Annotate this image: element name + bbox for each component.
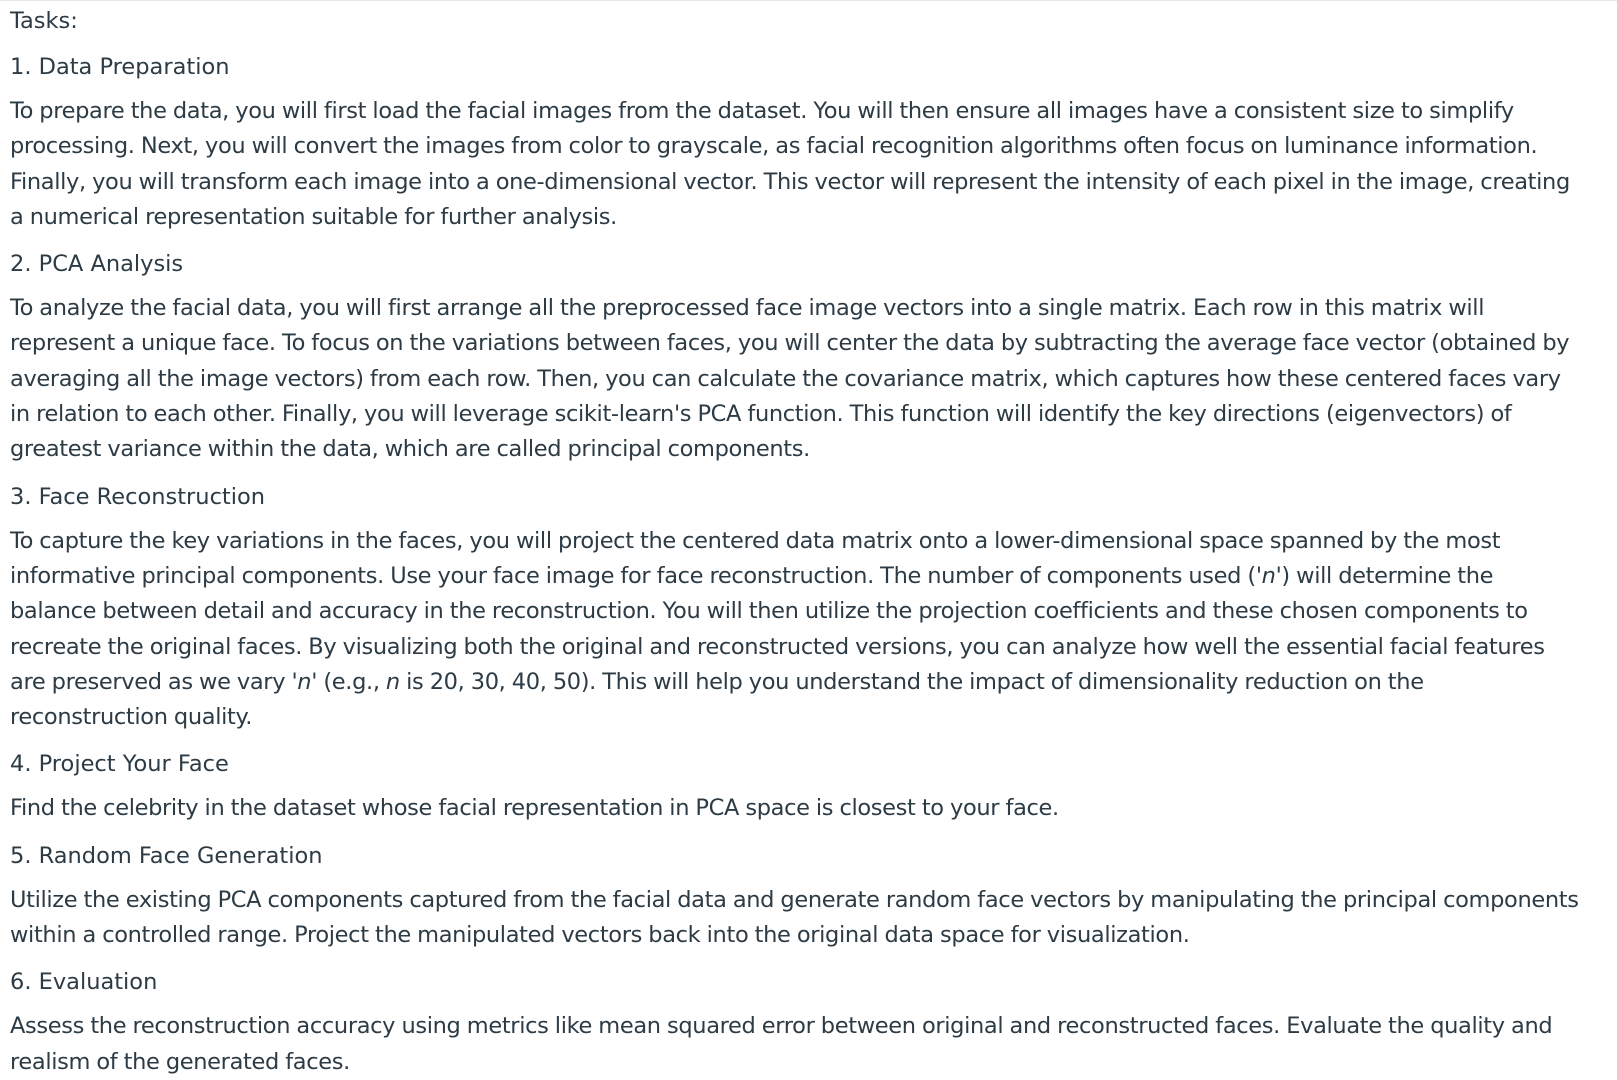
section-paragraph-pca-analysis: To analyze the facial data, you will first arrange all the preprocessed face image vectors into a single matrix. Each row in this matrix will represent a unique face. To focus on the variations between faces, you will center the data by subtracting the average face vector (obtained by averaging all the image vectors) from each row. Then, you can calculate the covariance matrix, which captures how these centered faces vary in relation to each other. Finally, you will leverage scikit-learn's PCA function. This function will identify the key directions (eigenvectors) of greatest variance within the data, which are called principal components. xyxy=(10,295,1570,463)
variable-n: n xyxy=(1261,562,1276,589)
paragraph-text: ' (e.g., xyxy=(311,668,386,695)
section-heading-random-face-generation: 5. Random Face Generation xyxy=(10,842,323,869)
section-heading-project-your-face: 4. Project Your Face xyxy=(10,751,229,778)
section-paragraph-data-preparation: To prepare the data, you will first load the facial images from the dataset. You will then ensure all images have a consistent size to simplify processing. Next, you will convert the images from color to grayscale, as facial recognition algorithms often focus on luminance information. Finally, you will transform each image into a one-dimensional vector. This vector will represent the intensity of each pixel in the image, creating a numerical representation suitable for further analysis. xyxy=(10,98,1570,230)
section-heading-face-reconstruction: 3. Face Reconstruction xyxy=(10,483,266,510)
variable-n: n xyxy=(385,668,400,695)
section-paragraph-random-face-generation: Utilize the existing PCA components captured from the facial data and generate random face vectors by manipulating the principal components within a controlled range. Project the manipulated vectors back into the original data space for visualization. xyxy=(10,886,1579,949)
paragraph-text: is 20, 30, 40, 50). This will help you understand the impact of dimensionality reduction on the reconstruction quality. xyxy=(10,668,1424,731)
section-heading-evaluation: 6. Evaluation xyxy=(10,969,158,996)
section-paragraph-project-your-face: Find the celebrity in the dataset whose facial representation in PCA space is closest to your face. xyxy=(10,795,1059,822)
variable-n: n xyxy=(297,668,312,695)
section-paragraph-face-reconstruction xyxy=(10,524,1580,736)
task-document xyxy=(10,0,1580,1080)
paragraph-text: To capture the key variations in the faces, you will project the centered data matrix onto a lower-dimensional space spanned by the most informative principal components. Use your face image for face reconstruction. The number of components used (' xyxy=(10,527,1501,589)
paragraph-text: ') will determine the balance between detail and accuracy in the reconstruction. You will then utilize the projection coefficients and these chosen components to recreate the original faces. By visualizing both the original and reconstructed versions, you can analyze how well the essential facial features are preserved as we vary ' xyxy=(10,562,1545,695)
section-heading-data-preparation: 1. Data Preparation xyxy=(10,54,230,80)
tasks-label: Tasks: xyxy=(10,8,78,34)
section-heading-pca-analysis: 2. PCA Analysis xyxy=(10,251,184,278)
section-paragraph-evaluation: Assess the reconstruction accuracy using metrics like mean squared error between original and reconstructed faces. Evaluate the quality and realism of the generated faces. xyxy=(10,1013,1553,1075)
